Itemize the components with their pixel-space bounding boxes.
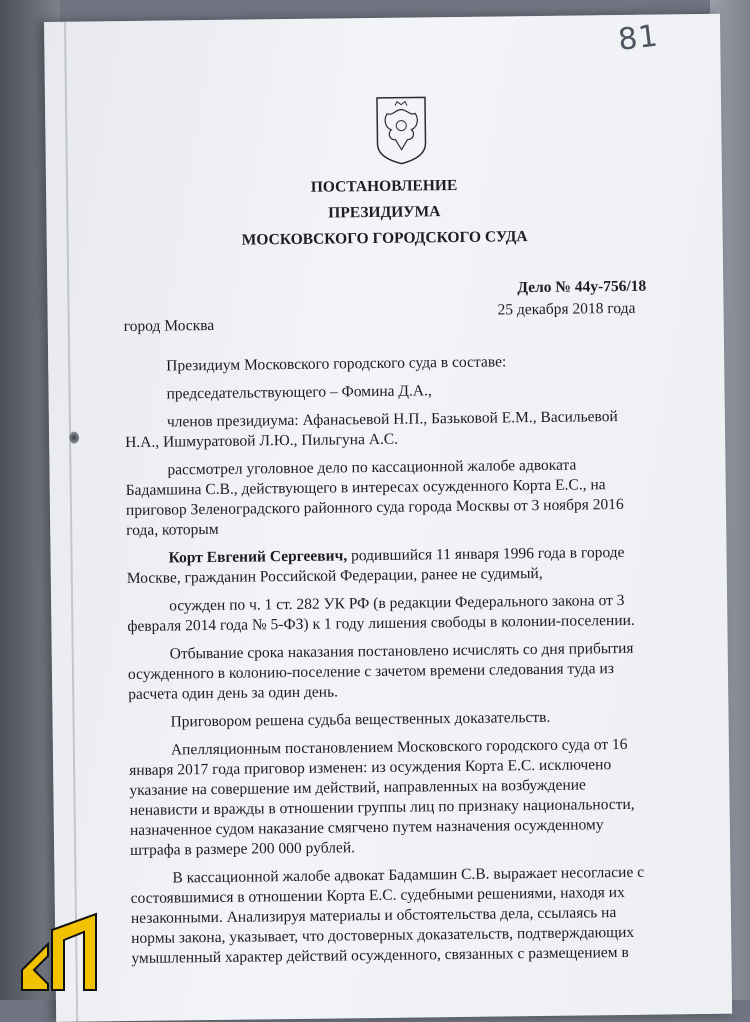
document-page [44, 14, 732, 1022]
document-city: город Москва [123, 316, 215, 336]
paragraph-9-line2: января 2017 года приговор изменен: из осуждения Корта Е.С. исключено [129, 756, 612, 780]
paragraph-4-line2: Бадамшина С.В., действующего в интересах осужденного Корта Е.С., на [125, 476, 606, 500]
paragraph-10-line4: нормы закона, указывает, что достоверных доказательств, подтверждающих [131, 923, 635, 948]
document-title-line3: МОСКОВСКОГО ГОРОДСКОГО СУДА [241, 228, 528, 249]
paragraph-7-line1: Отбывание срока наказания постановлено исчислять со дня прибытия [169, 639, 634, 663]
media-logo-icon [18, 910, 102, 992]
paragraph-9-line3: указание на совершение им действий, направленных на возбуждение [129, 776, 586, 800]
paragraph-1: Президиум Московского городского суда в составе: [166, 353, 507, 375]
paragraph-9-line5: назначенное судом наказание смягчено путем назначения осужденному [129, 816, 604, 840]
defendant-name: Корт Евгений Сергеевич, [168, 547, 348, 567]
paragraph-9-line1: Апелляционным постановлением Московского городского суда от 16 [170, 735, 628, 759]
paragraph-10-line3: незаконными. Анализируя материалы и обстоятельства дела, ссылаясь на [130, 904, 617, 928]
document-date: 25 декабря 2018 года [497, 299, 636, 319]
paragraph-3-line1: членов президиума: Афанасьевой Н.П., Базьковой Е.М., Васильевой [166, 408, 618, 431]
paragraph-8: Приговором решена судьба вещественных доказательств. [170, 708, 551, 731]
coat-of-arms-icon [373, 93, 430, 166]
paragraph-3-line2: Н.А., Ишмуратовой Л.Ю., Пильгуна А.С. [125, 430, 399, 452]
paragraph-10-line5: умышленный характер действий осужденного, связанных с размещением в [131, 943, 629, 968]
handwritten-page-number: 81 [616, 18, 661, 58]
paragraph-4-line1: рассмотрел уголовное дело по кассационной жалобе адвоката [167, 456, 577, 479]
paragraph-10-line2: состоявшимися в отношении Корта Е.С. судебными решениями, находя их [130, 883, 625, 908]
document-title-line2: ПРЕЗИДИУМА [328, 203, 441, 222]
paragraph-7-line2: осужденного в колонию-поселение с зачетом времени следования туда из [127, 660, 614, 684]
page-binding-edge [64, 22, 78, 1022]
paragraph-9-line6: штрафа в размере 200 000 рублей. [130, 839, 356, 860]
paragraph-6-line1: осужден по ч. 1 ст. 282 УК РФ (в редакции Федерального закона от 3 [169, 591, 625, 615]
paragraph-2: председательствующего – Фомина Д.А., [166, 382, 432, 403]
paragraph-4-line3: приговор Зеленоградского районного суда города Москвы от 3 ноября 2016 [125, 495, 624, 520]
paragraph-9-line4: ненависти и вражды в отношении группы лиц по признаку национальности, [129, 795, 635, 820]
paragraph-4-line4: года, которым [126, 520, 219, 540]
paragraph-5-line2: Москве, гражданин Российской Федерации, ранее не судимый, [126, 564, 543, 588]
paragraph-10-line1: В кассационной жалобе адвокат Бадамшин С.В. выражает несогласие с [172, 863, 645, 887]
defendant-birth: родившийся 11 января 1996 года в городе [350, 543, 625, 565]
document-title-line1: ПОСТАНОВЛЕНИЕ [310, 176, 458, 196]
binding-hole [69, 432, 79, 444]
case-number: Дело № 44у-756/18 [517, 277, 647, 297]
paragraph-7-line3: расчета один день за один день. [128, 683, 339, 704]
paragraph-6-line2: февраля 2014 года № 5-ФЗ) к 1 году лишения свободы в колонии-поселении. [127, 611, 635, 636]
